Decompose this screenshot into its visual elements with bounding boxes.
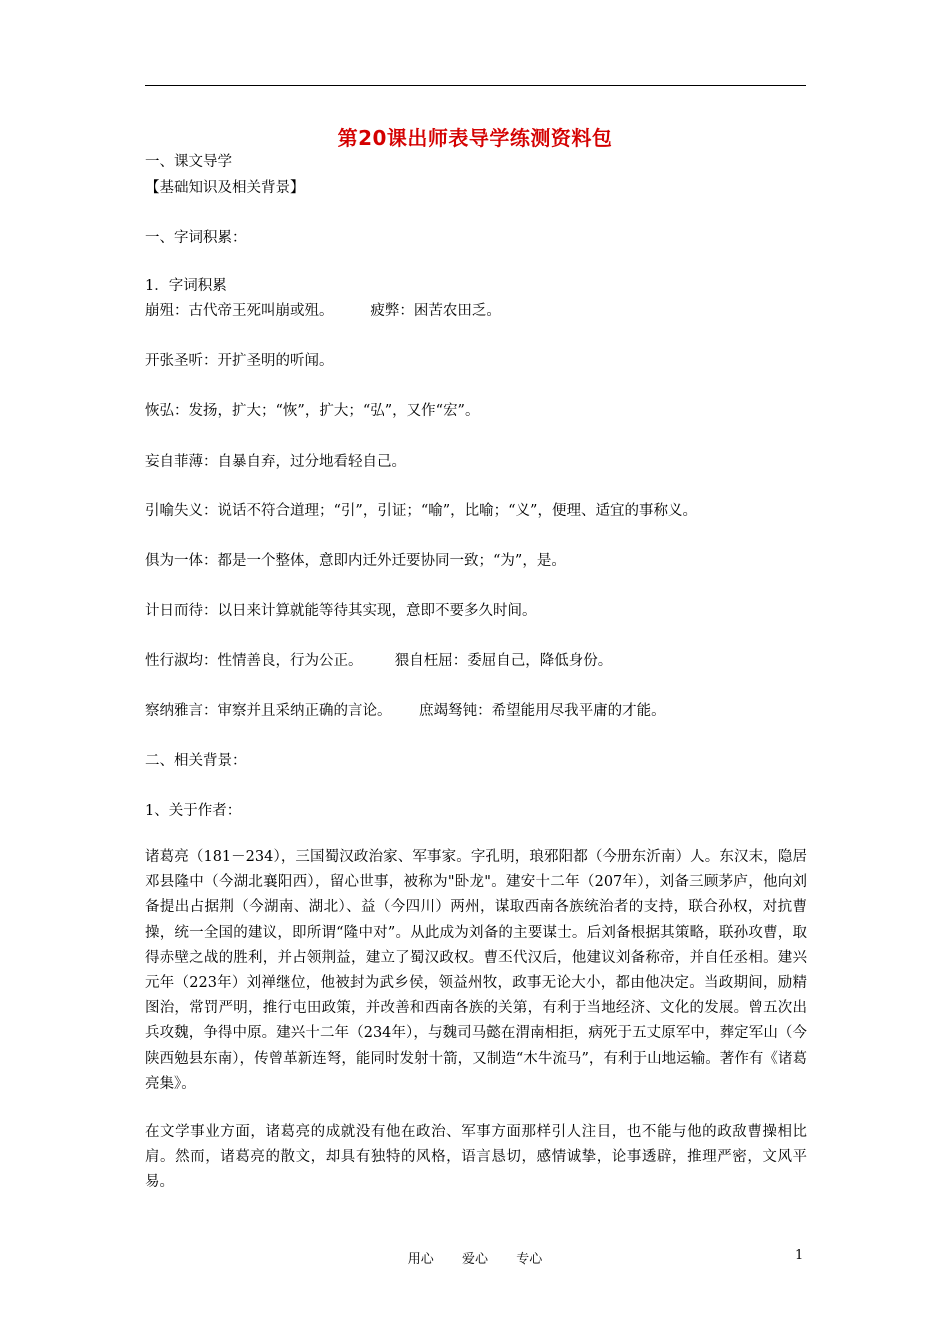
vocab-entry: 性行淑均：性情善良，行为公正。 猥自枉屈：委屈自己，降低身份。 — [145, 653, 613, 669]
vocab-entry: 崩殂：古代帝王死叫崩或殂。 疲弊：困苦农田乏。 — [145, 303, 501, 319]
vocab-entry: 察纳雅言：审察并且采纳正确的言论。 庶竭驽钝：希望能用尽我平庸的才能。 — [145, 703, 666, 719]
page-number: 1 — [795, 1248, 804, 1263]
vocab-entry: 计日而待：以日来计算就能等待其实现，意即不要多久时间。 — [145, 603, 537, 619]
section-heading-vocabulary: 一、字词积累： — [145, 230, 247, 246]
vocab-entry: 妄自菲薄：自暴自弃，过分地看轻自己。 — [145, 454, 406, 470]
literary-achievement-paragraph: 在文学事业方面，诸葛亮的成就没有他在政治、军事方面那样引人注目，也不能与他的政敌曹操相比肩。然而，诸葛亮的散文，却具有独特的风格，语言恳切，感情诚挚，论事透辟，推理严密，文风平易。 — [145, 1124, 807, 1191]
about-author-heading: 1、关于作者： — [145, 803, 242, 819]
footer-motto: 用心 爱心 专心 — [407, 1252, 543, 1267]
section-heading-background: 二、相关背景： — [145, 753, 247, 769]
vocab-entry: 开张圣听：开扩圣明的听闻。 — [145, 353, 334, 369]
header-rule — [145, 85, 806, 86]
vocab-entry: 俱为一体：都是一个整体，意即内迁外迁要协同一致；“为”，是。 — [145, 553, 566, 569]
author-biography-paragraph: 诸葛亮（181－234），三国蜀汉政治家、军事家。字孔明，琅邪阳都（今册东沂南）人。东汉末，隐居邓县隆中（今湖北襄阳西），留心世事，被称为"卧龙"。建安十二年（207年），刘备三顾茅庐，他向刘备提出占据荆（今湖南、湖北）、益（今四川）两州，谋取西南各族统治者的支持，联合孙权，对抗曹操，统一全国的建议，即所谓“隆中对”。从此成为刘备的主要谋士。后刘备根据其策略，联孙攻曹，取得赤壁之战的胜利，并占领荆益，建立了蜀汉政权。曹丕代汉后，他建议刘备称帝，并自任丞相。建兴元年（223年）刘禅继位，他被封为武乡侯，领益州牧，政事无论大小，都由他决定。当政期间，励精图治，常罚严明，推行屯田政策，并改善和西南各族的关第，有利于当地经济、文化的发展。曾五次出兵攻魏，争得中原。建兴十二年（234年），与魏司马懿在渭南相拒，病死于五丈原军中，葬定军山（今陕西勉县东南），传曾革新连弩，能同时发射十箭，又制造“木牛流马”，有利于山地运输。著作有《诸葛亮集》。 — [145, 849, 807, 1092]
document-title: 第20课出师表导学练测资料包 — [337, 126, 613, 150]
vocab-entry: 恢弘：发扬，扩大；“恢”，扩大；“弘”，又作“宏”。 — [145, 403, 480, 419]
section-subheading-basics: 【基础知识及相关背景】 — [145, 180, 305, 196]
vocab-entry: 引喻失义：说话不符合道理；“引”，引证；“喻”，比喻；“义”，便理、适宜的事称义。 — [145, 503, 697, 519]
vocabulary-subheading: 1．字词积累 — [145, 278, 227, 294]
section-heading-guide: 一、课文导学 — [145, 154, 232, 170]
